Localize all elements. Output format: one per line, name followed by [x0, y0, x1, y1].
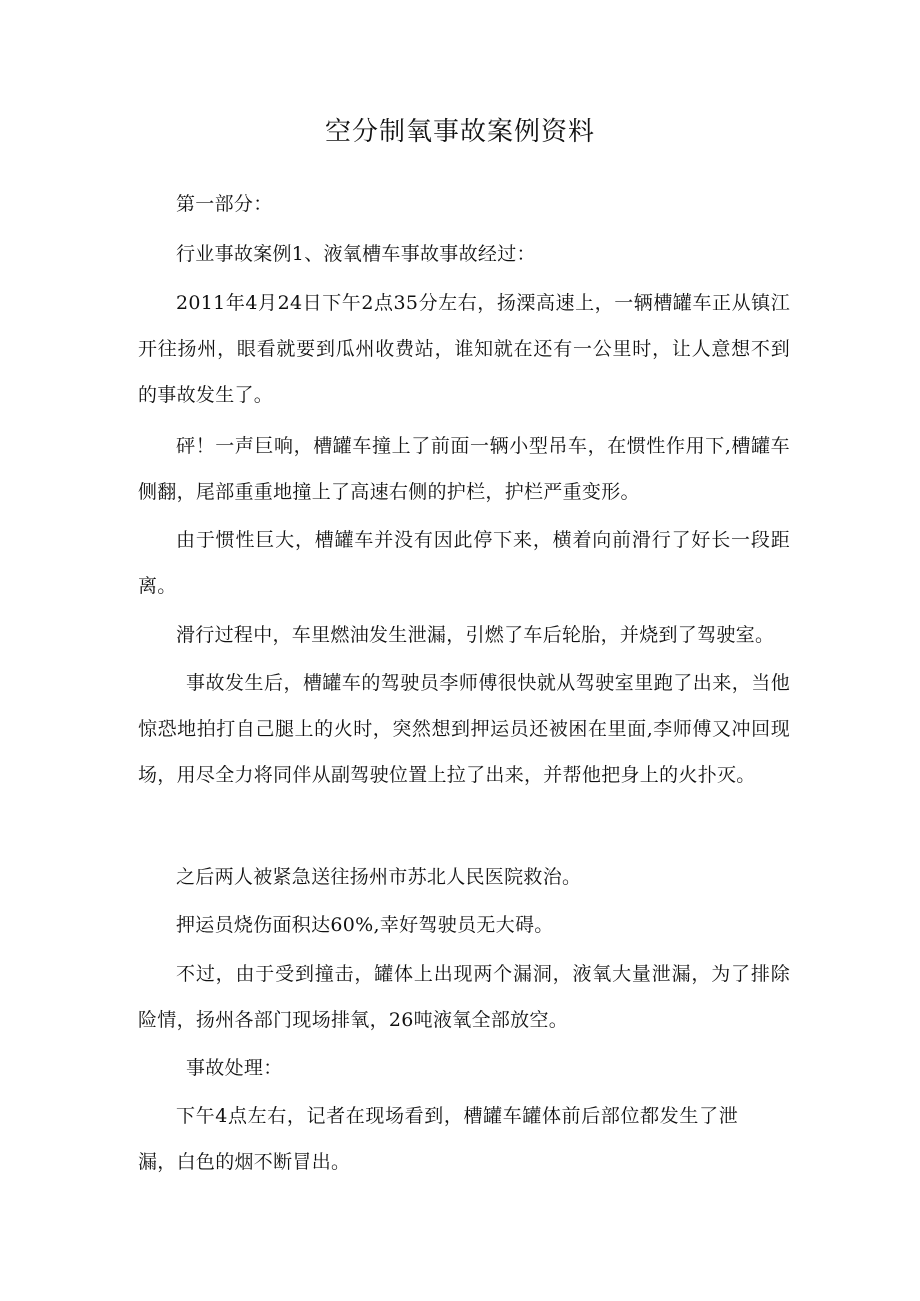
paragraph-collision: 砰！一声巨响，槽罐车撞上了前面一辆小型吊车，在惯性作用下,槽罐车侧翻，尾部重重地撞上了高速右侧的护栏，护栏严重变形。 [138, 435, 790, 503]
paragraph-sliding: 由于惯性巨大，槽罐车并没有因此停下来，横着向前滑行了好长一段距离。 [138, 529, 790, 597]
paragraph-handling-detail: 下午4点左右，记者在现场看到，槽罐车罐体前后部位都发生了泄漏，白色的烟不断冒出。 [138, 1105, 738, 1173]
document-title: 空分制氧事故案例资料 [324, 117, 595, 147]
paragraph-rescue: 事故发生后，槽罐车的驾驶员李师傅很快就从驾驶室里跑了出来，当他惊恐地拍打自己腿上的火时，突然想到押运员还被困在里面,李师傅又冲回现场，用尽全力将同伴从副驾驶位置上拉了出来，并帮他把身上的火扑灭。 [138, 672, 790, 786]
paragraph-case-heading: 行业事故案例1、液氧槽车事故事故经过： [176, 243, 536, 265]
paragraph-injury: 押运员烧伤面积达60%,幸好驾驶员无大碍。 [176, 914, 554, 936]
paragraph-fire: 滑行过程中，车里燃油发生泄漏，引燃了车后轮胎，并烧到了驾驶室。 [176, 624, 775, 646]
paragraph-accident-intro: 2011年4月24日下午2点35分左右，扬溧高速上，一辆槽罐车正从镇江开往扬州，眼看就要到瓜州收费站，谁知就在还有一公里时，让人意想不到的事故发生了。 [138, 292, 790, 406]
paragraph-hospital: 之后两人被紧急送往扬州市苏北人民医院救治。 [176, 866, 582, 888]
paragraph-leak: 不过，由于受到撞击，罐体上出现两个漏洞，液氧大量泄漏，为了排除险情，扬州各部门现场排氧，26吨液氧全部放空。 [138, 963, 790, 1031]
paragraph-handling-heading: 事故处理： [186, 1057, 283, 1079]
paragraph-part-heading: 第一部分： [176, 193, 273, 215]
